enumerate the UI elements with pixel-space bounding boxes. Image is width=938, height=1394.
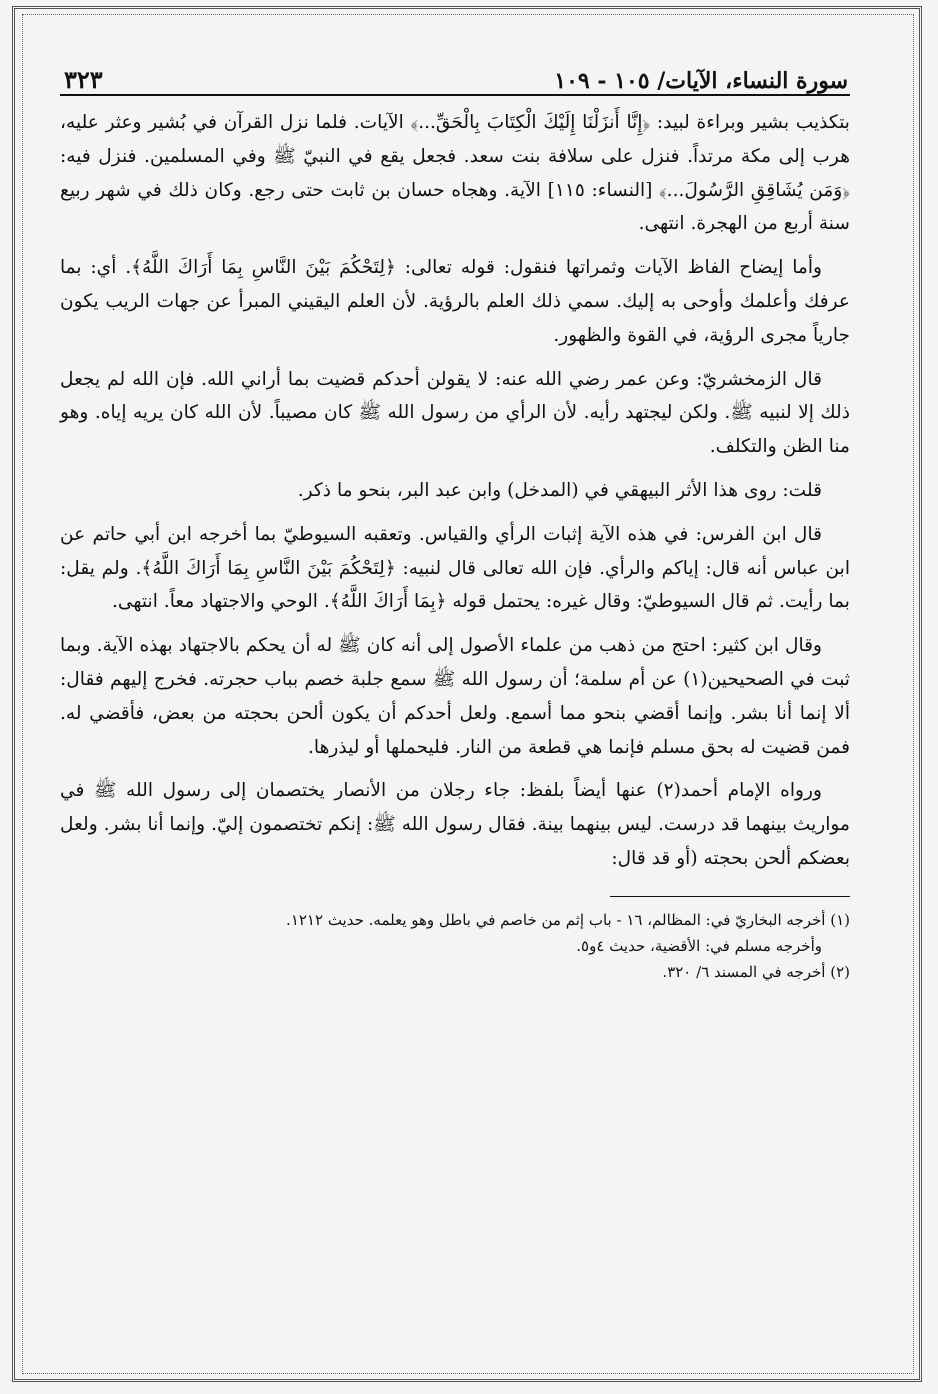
header-title: سورة النساء، الآيات/ ١٠٥ - ١٠٩ — [554, 68, 848, 94]
paragraph: بتكذيب بشير وبراءة لبيد: ﴿إِنَّا أَنزَلْنَا إِلَيْكَ الْكِتَابَ بِالْحَقِّ...﴾ الآيات. فلما نزل القرآن في بُشير وعثر عليه، هرب إلى مكة مرتداً. فنزل على سلافة بنت سعد. فجعل يقع في النبيّ ﷺ وفي المسلمين. فنزل فيه: ﴿وَمَن يُشَاقِقِ الرَّسُولَ...﴾ [النساء: ١١٥] الآية. وهجاه حسان بن ثابت حتى رجع. وكان ذلك في شهر ربيع سنة أربع من الهجرة. انتهى. — [60, 112, 850, 235]
paragraph: ورواه الإمام أحمد(٢) عنها أيضاً بلفظ: جاء رجلان من الأنصار يختصمان إلى رسول الله ﷺ في مواريث بينهما قد درست. ليس بينهما بينة. فقال رسول الله ﷺ: إنكم تختصمون إليّ. وإنما أنا بشر. ولعل بعضكم ألحن بحجته (أو قد قال: — [60, 780, 850, 869]
footnotes — [60, 907, 850, 985]
footnote-continuation: وأخرجه مسلم في: الأقضية، حديث ٤و٥. — [576, 936, 822, 955]
paragraph: قلت: روى هذا الأثر البيهقي في (المدخل) وابن عبد البر، بنحو ما ذكر. — [297, 479, 822, 501]
running-header — [60, 50, 850, 96]
page-number: ٣٢٣ — [64, 65, 103, 94]
paragraph: وأما إيضاح الفاظ الآيات وثمراتها فنقول: قوله تعالى: ﴿لِتَحْكُمَ بَيْنَ النَّاسِ بِمَا أَرَاكَ اللَّهُ﴾. أي: بما عرفك وأعلمك وأوحى به إليك. سمي ذلك العلم بالرؤية. لأن العلم اليقيني المبرأ عن جهات الريب يكون جارياً مجرى الرؤية، في القوة والظهور. — [60, 257, 850, 346]
footnote-separator — [610, 896, 850, 897]
footnote: (١) أخرجه البخاريّ في: المظالم، ١٦ - باب إثم من خاصم في باطل وهو يعلمه. حديث ١٢١٢. — [286, 910, 850, 929]
paragraph: وقال ابن كثير: احتج من ذهب من علماء الأصول إلى أنه كان ﷺ له أن يحكم بالاجتهاد بهذه الآية. وبما ثبت في الصحيحين(١) عن أم سلمة؛ أن رسول الله ﷺ سمع جلبة خصم بباب حجرته. فخرج إليهم فقال: ألا إنما أنا بشر. وإنما أقضي بنحو مما أسمع. ولعل أحدكم أن يكون ألحن بحجته من بعض، فأقضي له. فمن قضيت له بحق مسلم فإنما هي قطعة من النار. فليحملها أو ليذرها. — [60, 635, 850, 758]
main-text — [60, 106, 850, 876]
footnote: (٢) أخرجه في المسند ٦/ ٣٢٠. — [662, 962, 850, 981]
book-page — [60, 50, 850, 1350]
paragraph: قال الزمخشريّ: وعن عمر رضي الله عنه: لا يقولن أحدكم قضيت بما أراني الله. فإن الله لم يجعل ذلك إلا لنبيه ﷺ. ولكن ليجتهد رأيه. لأن الرأي من رسول الله ﷺ كان مصيباً. لأن الله كان يريه إياه. وهو منا الظن والتكلف. — [60, 368, 850, 458]
paragraph: قال ابن الفرس: في هذه الآية إثبات الرأي والقياس. وتعقبه السيوطيّ بما أخرجه ابن أبي حاتم عن ابن عباس أنه قال: إياكم والرأي. فإن الله تعالى قال لنبيه: ﴿لِتَحْكُمَ بَيْنَ النَّاسِ بِمَا أَرَاكَ اللَّهُ﴾. ولم يقل: بما رأيت. ثم قال السيوطيّ: وقال غيره: يحتمل قوله ﴿بِمَا أَرَاكَ اللَّهُ﴾. الوحي والاجتهاد معاً. انتهى. — [60, 523, 850, 613]
